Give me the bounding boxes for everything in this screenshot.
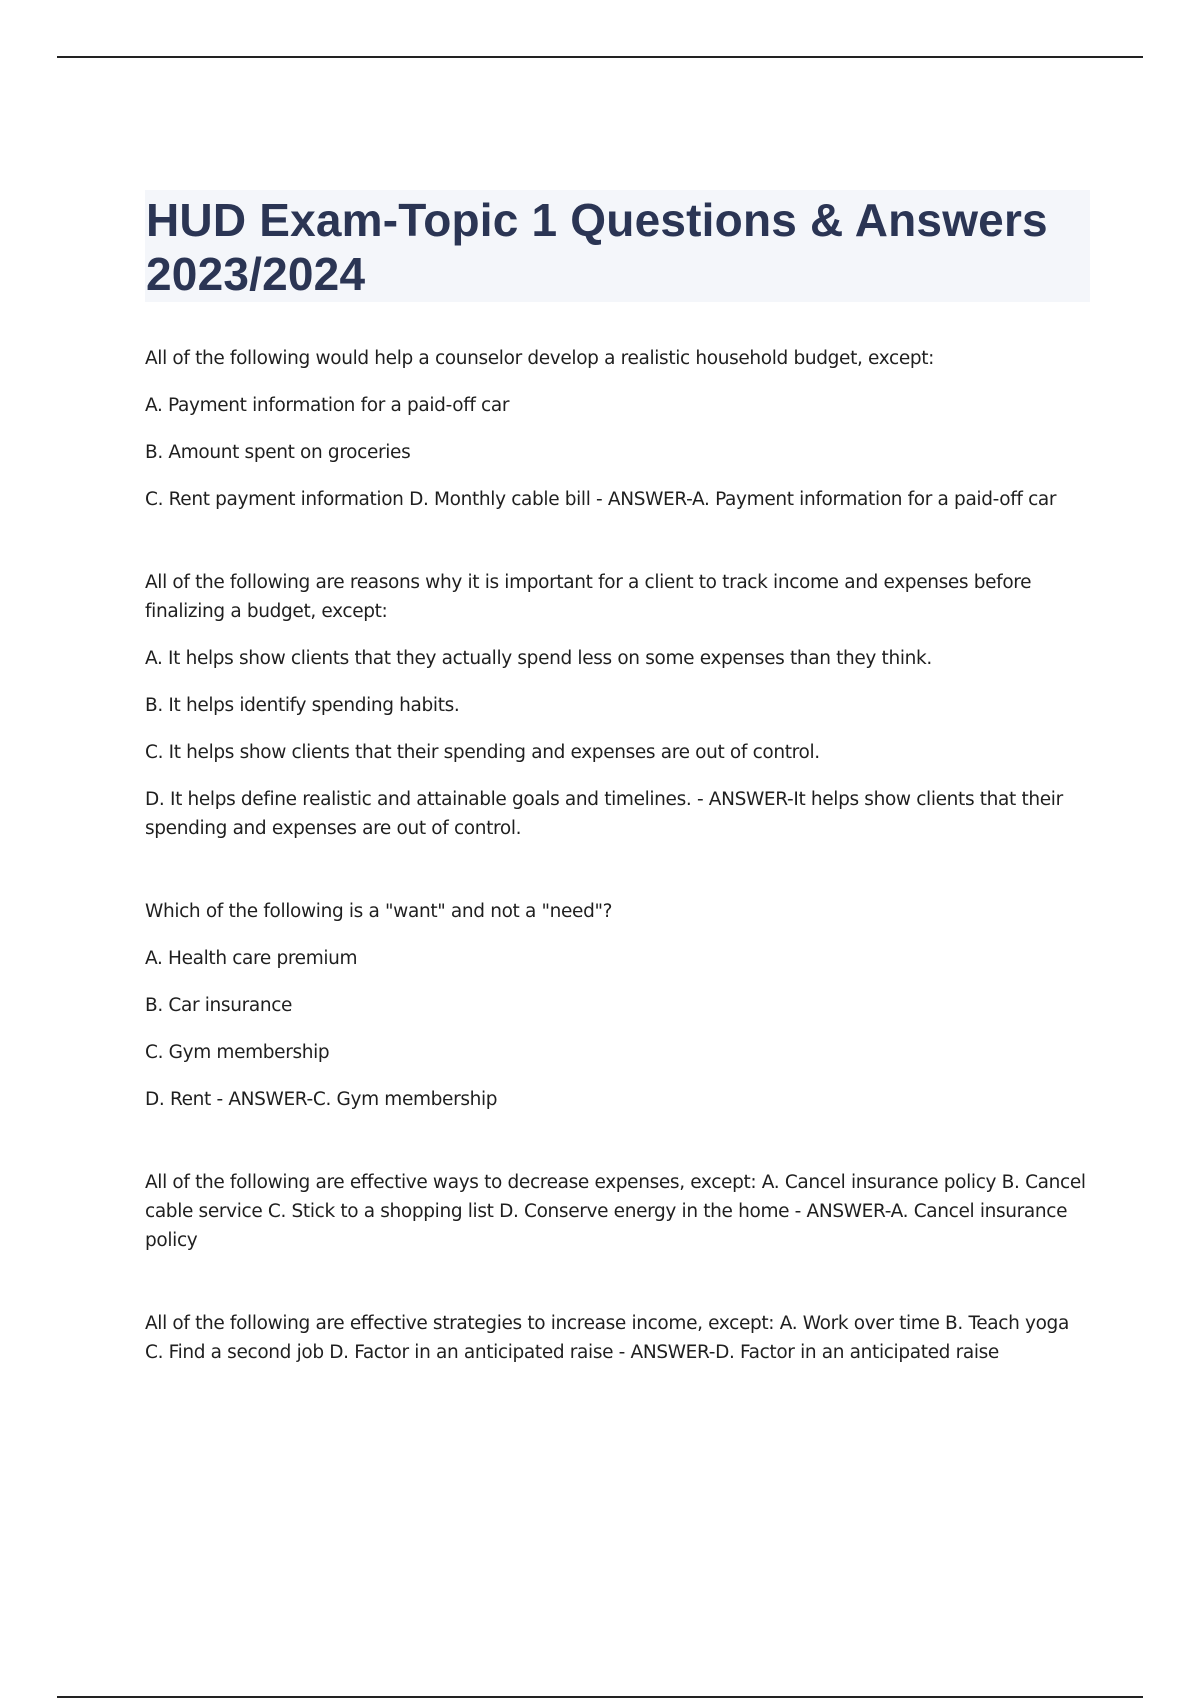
question-3-prompt: Which of the following is a "want" and not a "need"? xyxy=(145,901,613,922)
question-2-prompt: All of the following are reasons why it is important for a client to track income and expenses before finalizing a budget, except: xyxy=(145,572,1032,622)
question-1-option-cd-answer: C. Rent payment information D. Monthly cable bill - ANSWER-A. Payment information for a paid-off car xyxy=(145,489,1057,510)
question-block-4 xyxy=(145,1168,1090,1255)
page-title: HUD Exam-Topic 1 Questions & Answers 2023/2024 xyxy=(146,194,1048,300)
question-3-option-a: A. Health care premium xyxy=(145,948,358,969)
question-1-prompt: All of the following would help a counselor develop a realistic household budget, except: xyxy=(145,348,935,369)
question-block-2 xyxy=(145,568,1090,843)
question-4-text-answer: All of the following are effective ways to decrease expenses, except: A. Cancel insurance policy B. Cancel cable service C. Stick to a shopping list D. Conserve energy in the home - ANSWER-A. Cancel insurance policy xyxy=(145,1172,1086,1251)
bottom-divider xyxy=(57,1696,1143,1698)
question-3-option-c: C. Gym membership xyxy=(145,1042,330,1063)
question-3-option-b: B. Car insurance xyxy=(145,995,293,1016)
questions-content xyxy=(145,344,1090,1421)
question-block-5 xyxy=(145,1309,1090,1367)
question-1-option-b: B. Amount spent on groceries xyxy=(145,442,411,463)
question-5-text-answer: All of the following are effective strategies to increase income, except: A. Work over time B. Teach yoga C. Find a second job D. Factor in an anticipated raise - ANSWER-D. Factor in an anticipated raise xyxy=(145,1313,1069,1363)
question-2-option-c: C. It helps show clients that their spending and expenses are out of control. xyxy=(145,742,820,763)
top-divider xyxy=(57,56,1143,58)
question-2-option-d-answer: D. It helps define realistic and attainable goals and timelines. - ANSWER-It helps show clients that their spending and expenses are out of control. xyxy=(145,789,1063,839)
question-1-option-a: A. Payment information for a paid-off car xyxy=(145,395,510,416)
question-block-1 xyxy=(145,344,1090,514)
question-2-option-b: B. It helps identify spending habits. xyxy=(145,695,460,716)
question-3-option-d-answer: D. Rent - ANSWER-C. Gym membership xyxy=(145,1089,498,1110)
question-2-option-a: A. It helps show clients that they actually spend less on some expenses than they think. xyxy=(145,648,932,669)
question-block-3 xyxy=(145,897,1090,1114)
